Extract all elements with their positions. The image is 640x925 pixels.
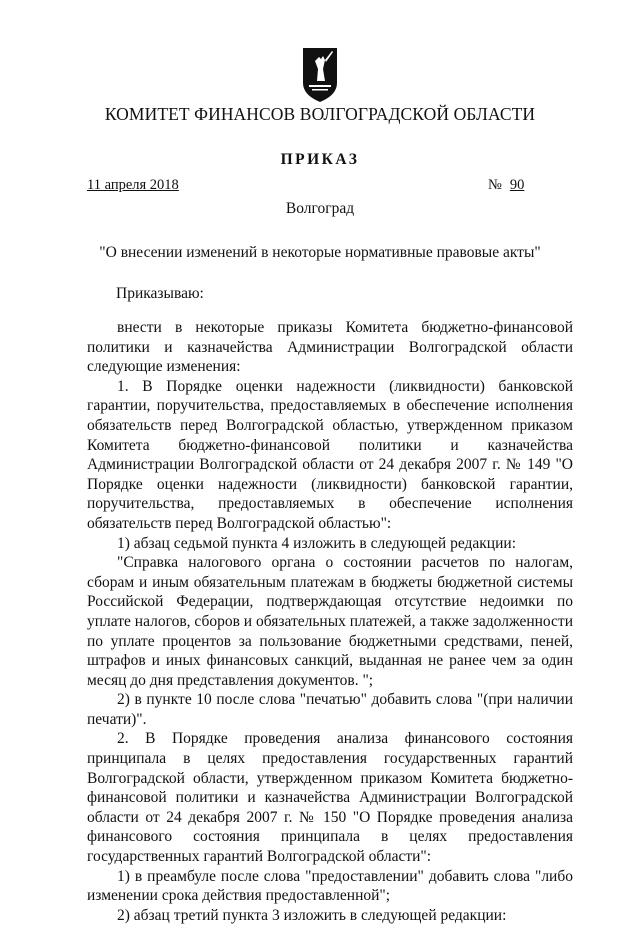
organization-name: КОМИТЕТ ФИНАНСОВ ВОЛГОГРАДСКОЙ ОБЛАСТИ <box>104 104 536 124</box>
number-value: 90 <box>509 177 525 193</box>
document-date: 11 апреля 2018 <box>87 177 179 193</box>
document-subject: "О внесении изменений в некоторые нормативные правовые акты" <box>99 244 541 261</box>
paragraph: 1. В Порядке оценки надежности (ликвидности) банковской гарантии, поручительства, предоставляемых в обеспечение исполнения обязательств перед Волгоградской областью, утвержденном приказом Комитета бюджетно-финансовой политики и казначейства Администрации Волгоградской области от 24 декабря 2007 г. № 149 "О Порядке оценки надежности (ликвидности) банковской гарантии, поручительства, предоставляемых в обеспечение исполнения обязательств перед Волгоградской областью": <box>87 377 573 532</box>
document-number <box>488 177 524 194</box>
city-name: Волгоград <box>285 200 355 217</box>
document-body <box>87 318 573 925</box>
paragraph: 1) в преамбуле после слова "предоставлении" добавить слова "либо изменении срока действия предоставленной"; <box>87 867 573 905</box>
order-directive: Приказываю: <box>116 285 204 302</box>
volgograd-coat-of-arms-icon <box>301 47 339 103</box>
paragraph: "Справка налогового органа о состоянии расчетов по налогам, сборам и иным обязательным платежам в бюджеты бюджетной системы Российской Федерации, подтверждающая отсутствие недоимки по уплате налогов, сборов и обязательных платежей, а также задолженности по уплате процентов за пользование бюджетными средствами, пеней, штрафов и иных финансовых санкций, выданная не ранее чем за один месяц до дня представления документов. "; <box>87 554 573 689</box>
paragraph: 2) абзац третий пункта 3 изложить в следующей редакции: <box>117 906 507 924</box>
paragraph: 1) абзац седьмой пункта 4 изложить в следующей редакции: <box>117 534 516 552</box>
document-type: ПРИКАЗ <box>280 151 360 168</box>
paragraph: внести в некоторые приказы Комитета бюджетно-финансовой политики и казначейства Администрации Волгоградской области следующие изменения: <box>87 319 573 376</box>
paragraph: 2) в пункте 10 после слова "печатью" добавить слова "(при наличии печати)". <box>87 691 573 728</box>
paragraph: 2. В Порядке проведения анализа финансового состояния принципала в целях предоставления государственных гарантий Волгоградской области, утвержденном приказом Комитета бюджетно-финансовой политики и казначейства Администрации Волгоградской области от 24 декабря 2007 г. № 150 "О Порядке проведения анализа финансового состояния принципала в целях предоставления государственных гарантий Волгоградской области": <box>87 730 573 866</box>
number-label: № <box>488 177 502 193</box>
